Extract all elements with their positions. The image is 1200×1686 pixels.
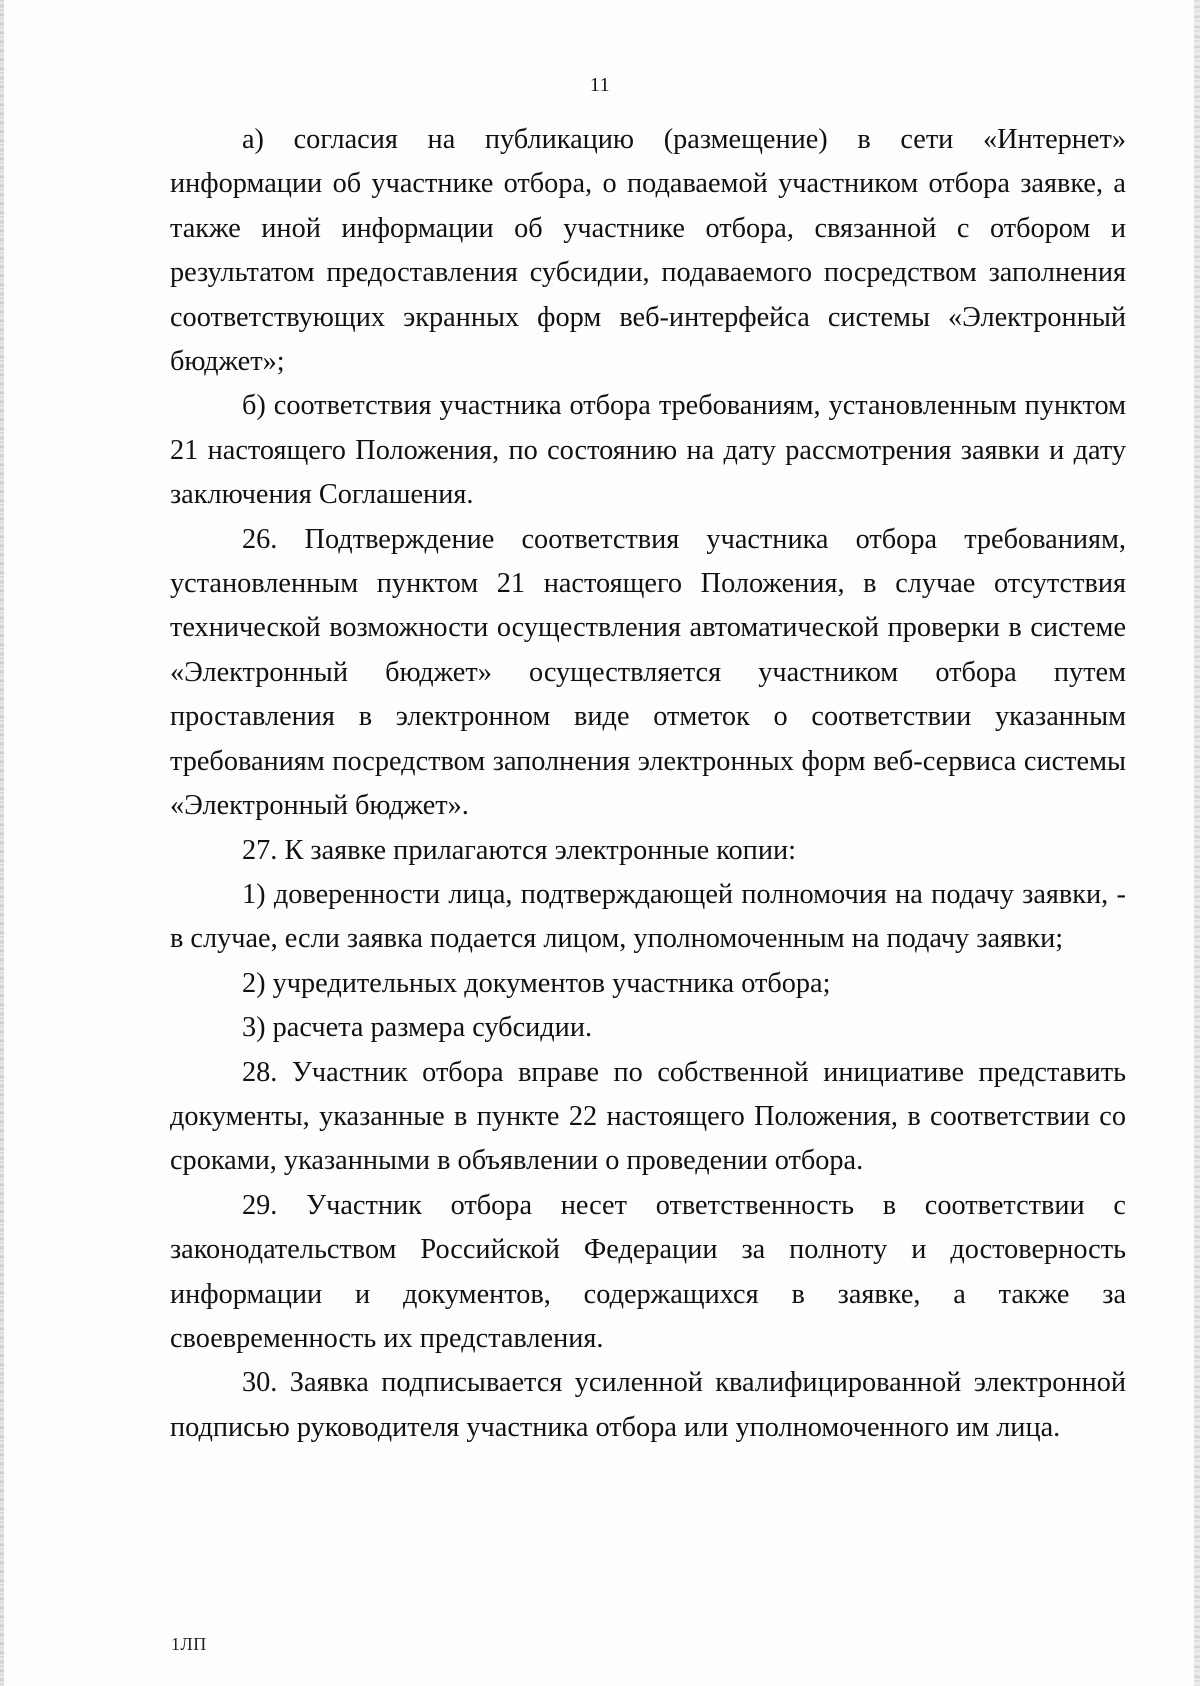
scan-edge-left xyxy=(0,0,4,1686)
paragraph-b-compliance: б) соответствия участника отбора требованиям, установленным пунктом 21 настоящего Положения, по состоянию на дату рассмотрения заявки и дату заключения Соглашения. xyxy=(170,390,1126,511)
footer-mark: 1ЛП xyxy=(171,1634,207,1654)
document-body xyxy=(170,118,1126,1450)
paragraph-27-item-2: 2) учредительных документов участника отбора; xyxy=(242,967,831,999)
paragraph-26: 26. Подтверждение соответствия участника отбора требованиям, установленным пунктом 21 настоящего Положения, в случае отсутствия технической возможности осуществления автоматической проверки в системе «Электронный бюджет» осуществляется участником отбора путем проставления в электронном виде отметок о соответствии указанным требованиям посредством заполнения электронных форм веб-сервиса системы «Электронный бюджет». xyxy=(170,523,1126,822)
paragraph-27: 27. К заявке прилагаются электронные копии: xyxy=(242,834,796,866)
paragraph-27-item-3: 3) расчета размера субсидии. xyxy=(242,1012,593,1044)
paragraph-30: 30. Заявка подписывается усиленной квалифицированной электронной подписью руководителя участника отбора или уполномоченного им лица. xyxy=(170,1367,1126,1443)
paragraph-28: 28. Участник отбора вправе по собственной инициативе представить документы, указанные в пункте 22 настоящего Положения, в соответствии со сроками, указанными в объявлении о проведении отбора. xyxy=(170,1056,1126,1177)
paragraph-27-item-1: 1) доверенности лица, подтверждающей полномочия на подачу заявки, - в случае, если заявка подается лицом, уполномоченным на подачу заявки; xyxy=(170,878,1126,955)
page-number: 11 xyxy=(589,74,611,96)
scan-edge-right xyxy=(1194,0,1200,1686)
paragraph-29: 29. Участник отбора несет ответственность в соответствии с законодательством Российской Федерации за полноту и достоверность информации и документов, содержащихся в заявке, а также за своевременность их представления. xyxy=(170,1189,1126,1354)
paragraph-a-consent: а) согласия на публикацию (размещение) в сети «Интернет» информации об участнике отбора, о подаваемой участником отбора заявке, а также иной информации об участнике отбора, связанной с отбором и результатом предоставления субсидии, подаваемого посредством заполнения соответствующих экранных форм веб-интерфейса системы «Электронный бюджет»; xyxy=(170,124,1126,378)
